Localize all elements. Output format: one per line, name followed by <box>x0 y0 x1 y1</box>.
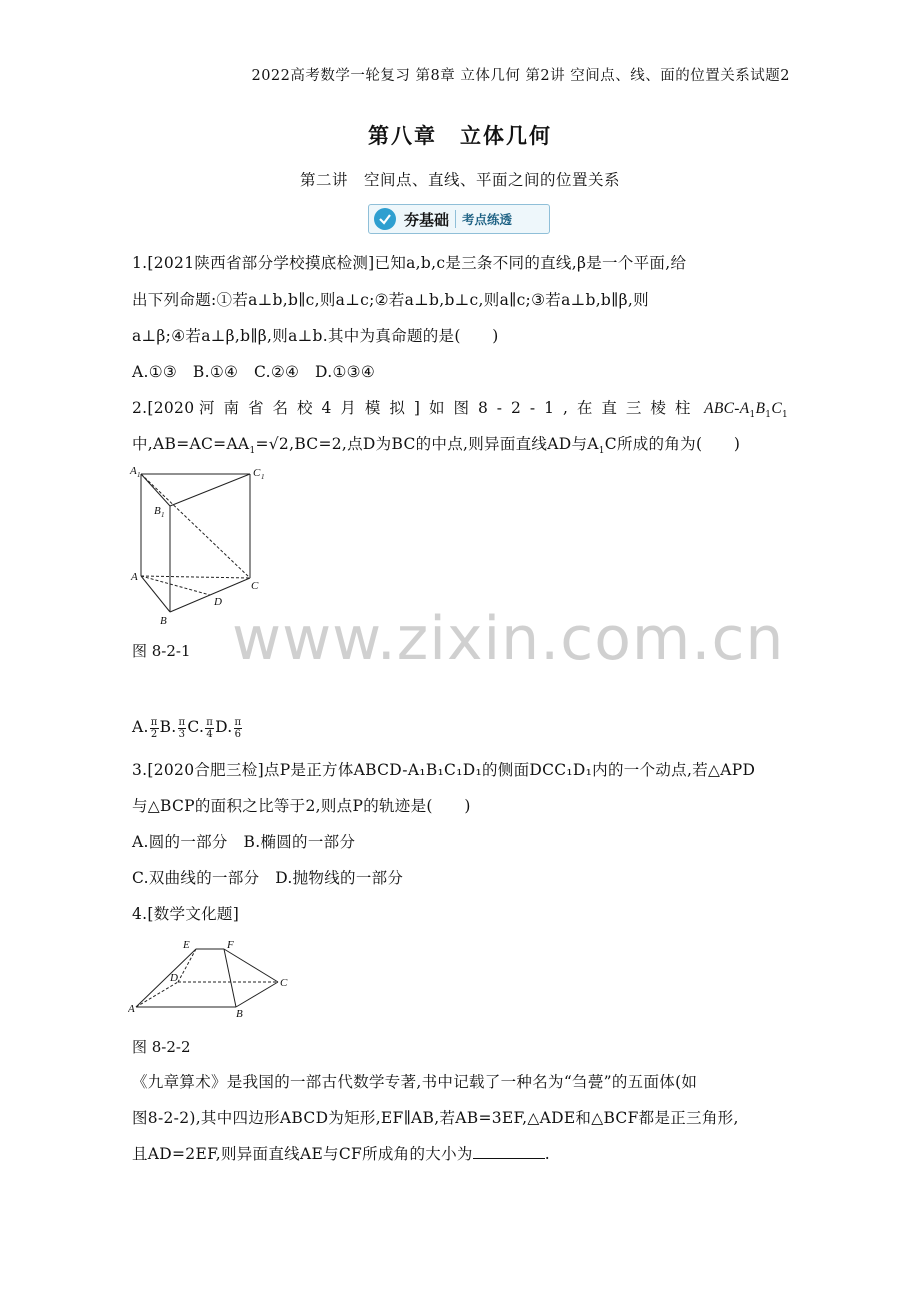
q3-options-1: A.圆的一部分 B.椭圆的一部分 <box>132 833 356 851</box>
label-B1: B <box>154 505 161 517</box>
label-C1: C <box>253 467 261 479</box>
q2-source: 河南省名校4月模拟]如图8-2-1,在直三棱柱 <box>199 399 700 417</box>
q2-options <box>132 714 243 740</box>
label-A: A <box>128 1003 135 1015</box>
q4-line-2: 图8-2-2),其中四边形ABCD为矩形,EF∥AB,若AB=3EF,△ADE和△BCF都是正三角形, <box>132 1109 739 1127</box>
q4-line-3: 且AD=2EF,则异面直线AE与CF所成角的大小为 . <box>132 1145 550 1163</box>
check-icon <box>374 208 396 230</box>
label-C: C <box>251 580 259 592</box>
figure-8-2-2-caption: 图 8-2-2 <box>132 1038 191 1056</box>
q3-options-2: C.双曲线的一部分 D.抛物线的一部分 <box>132 869 404 887</box>
q2-option-c: C. $\frac{\pi}{4}$ <box>187 716 214 740</box>
q4-line-1: 《九章算术》是我国的一部古代数学专著,书中记载了一种名为“刍甍”的五面体(如 <box>132 1073 698 1091</box>
chumeng-figure <box>128 936 292 1020</box>
q2-line-1 <box>132 398 788 425</box>
label-D: D <box>170 972 178 984</box>
label-F: F <box>227 939 234 951</box>
label-C1-sub: 1 <box>261 473 265 481</box>
lecture-title: 第二讲 空间点、直线、平面之间的位置关系 <box>299 171 620 189</box>
q4-label: 4.[数学文化题] <box>132 905 240 923</box>
label-C: C <box>280 977 288 989</box>
q3-line-2: 与△BCP的面积之比等于2,则点P的轨迹是( ) <box>132 797 471 815</box>
q2-option-d: D. $\frac{\pi}{6}$ <box>215 716 242 740</box>
label-B: B <box>160 615 167 627</box>
label-A: A <box>131 571 138 583</box>
badge-main-label: 夯基础 <box>404 210 450 229</box>
q2-prefix: 2.[2020 <box>132 399 195 417</box>
label-E: E <box>183 939 190 951</box>
chapter-title: 第八章 立体几何 <box>368 123 552 148</box>
watermark: www.zixin.com.cn <box>232 604 785 674</box>
page-header: 2022高考数学一轮复习 第8章 立体几何 第2讲 空间点、线、面的位置关系试题2 <box>251 68 790 84</box>
badge-divider <box>455 210 456 228</box>
label-B1-sub: 1 <box>161 511 165 519</box>
label-A1-sub: 1 <box>137 471 141 479</box>
q2-option-b: B. $\frac{\pi}{3}$ <box>159 716 186 740</box>
q2-prism-name: ABC-$A_1B_1C_1$ <box>704 400 788 421</box>
q1-line-3: a⊥β;④若a⊥β,b∥β,则a⊥b.其中为真命题的是( ) <box>132 327 499 345</box>
q1-options: A.①③ B.①④ C.②④ D.①③④ <box>132 363 376 381</box>
q3-line-1: 3.[2020合肥三检]点P是正方体ABCD-A₁B₁C₁D₁的侧面DCC₁D₁内的一个动点,若△APD <box>132 761 756 779</box>
q1-line-2: 出下列命题:①若a⊥b,b∥c,则a⊥c;②若a⊥b,b⊥c,则a∥c;③若a⊥b,b∥β,则 <box>132 291 649 309</box>
label-D: D <box>214 596 222 608</box>
answer-blank[interactable] <box>473 1144 545 1159</box>
label-B: B <box>236 1008 243 1020</box>
badge-sub-label: 考点练透 <box>462 212 513 227</box>
q1-line-1: 1.[2021陕西省部分学校摸底检测]已知a,b,c是三条不同的直线,β是一个平面,给 <box>132 254 687 272</box>
q2-line-2: 中$,AB=AC=AA_1=√2,BC=2$,点D为BC的中点,则异面直线AD与$A_1C$所成的角为( ) <box>132 435 741 457</box>
figure-8-2-1-caption: 图 8-2-1 <box>132 642 191 660</box>
q2-option-a: A. $\frac{\pi}{2}$ <box>132 716 158 740</box>
label-A1: A <box>130 465 137 477</box>
section-badge <box>368 204 550 234</box>
